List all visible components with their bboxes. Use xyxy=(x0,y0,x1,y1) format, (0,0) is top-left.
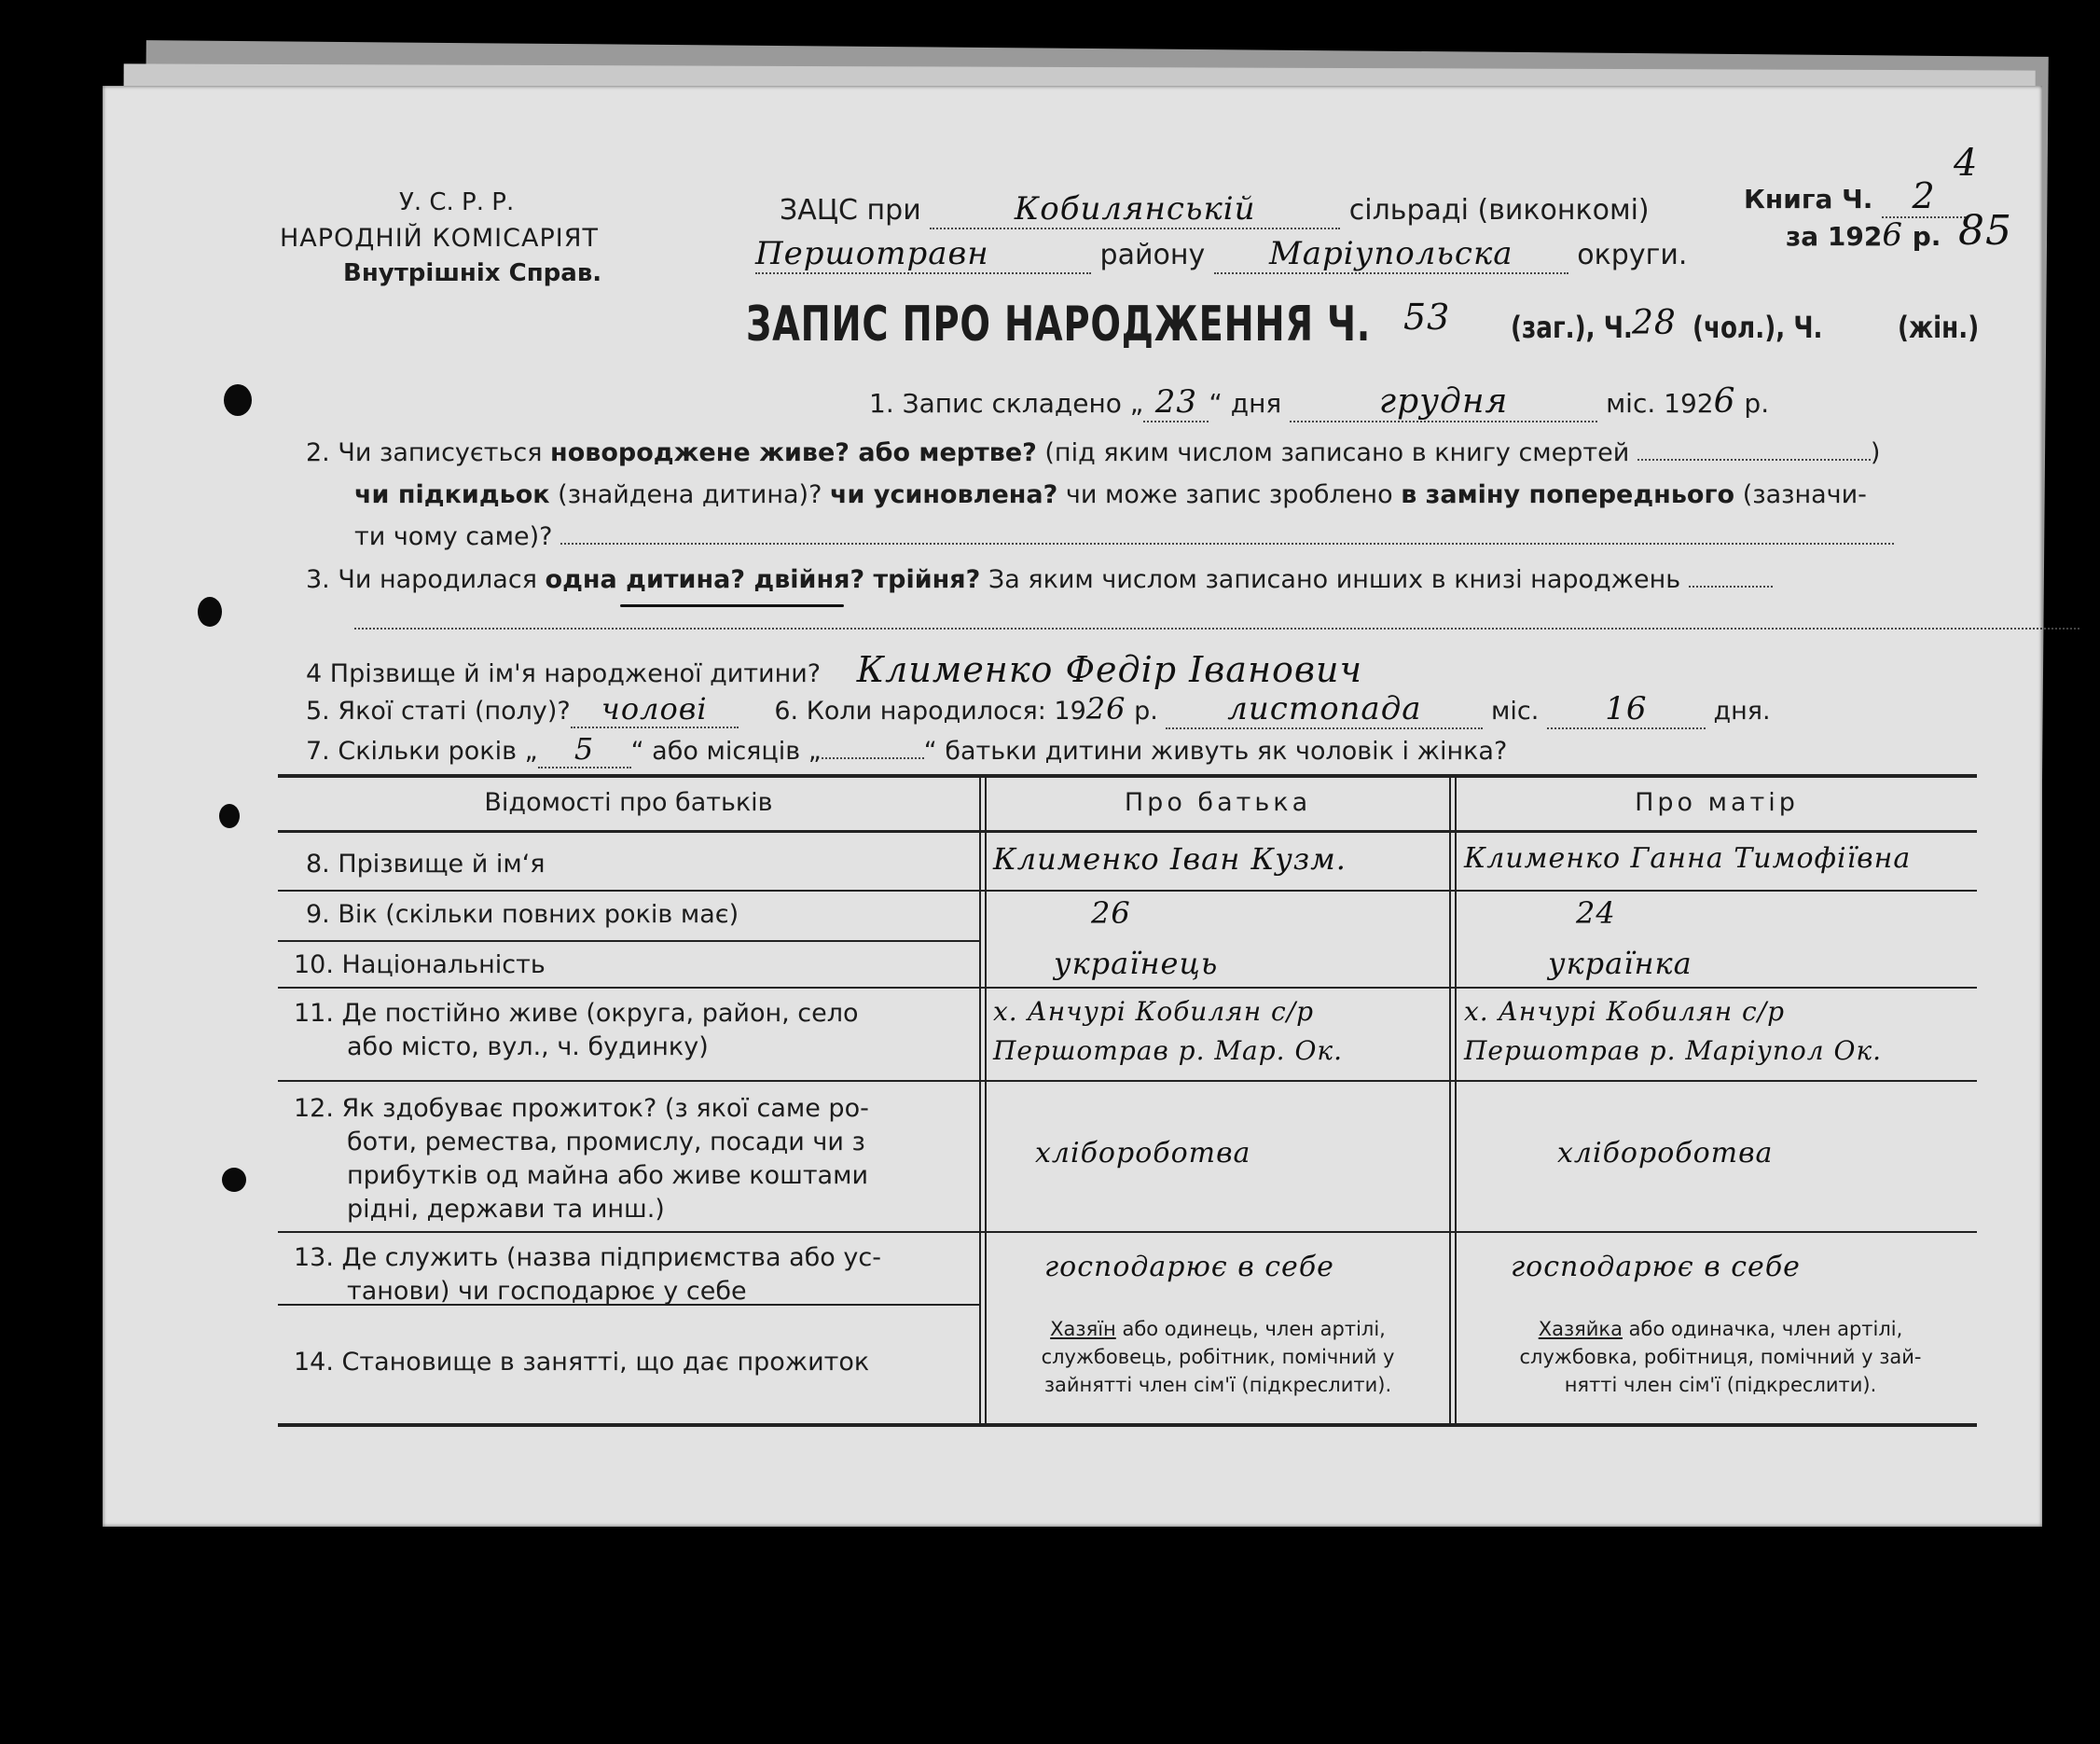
record-title-main: ЗАПИС ПРО НАРОДЖЕННЯ Ч. xyxy=(746,297,1372,353)
record-chol-wrap xyxy=(1692,310,1851,345)
q6-year-hw: 26 xyxy=(1085,691,1126,727)
margin-note-1: 4 xyxy=(1954,142,1979,185)
table-col-divider-1a xyxy=(979,776,981,1424)
header-internal-affairs: Внутрішніх Справ. xyxy=(343,259,602,287)
book-number-hw: 2 xyxy=(1882,175,1966,218)
record-zag: (заг.), Ч. xyxy=(1511,310,1633,345)
row8-father-hw: Клименко Іван Кузм. xyxy=(993,841,1347,877)
record-title xyxy=(746,297,1508,353)
q7-months-blank xyxy=(822,757,924,759)
row11-label-l2: або місто, вул., ч. будинку) xyxy=(347,1032,709,1061)
q2-l1c: або мертве? xyxy=(849,438,1037,467)
row14-mother-l3: нятті член сім'ї (підкреслити). xyxy=(1564,1374,1877,1396)
q5-sex-hw: чолові xyxy=(571,691,739,728)
q1-mis: міс. 192 xyxy=(1606,388,1714,419)
zags-prefix: ЗАЦС при xyxy=(780,194,921,227)
okruha-label: округи. xyxy=(1577,239,1688,271)
q1-r: р. xyxy=(1744,388,1770,419)
row13-father-hw: господарює в себе xyxy=(1044,1251,1334,1283)
table-col-divider-2b xyxy=(1455,776,1457,1424)
zags-selrada-hw: Кобилянській xyxy=(930,190,1340,229)
q2-l3: ти чому саме)? xyxy=(354,522,553,551)
row14-father-l1 xyxy=(988,1315,1447,1343)
binder-hole-4 xyxy=(222,1168,246,1192)
q1-text: 1. Запис складено „ xyxy=(869,388,1144,419)
row-sep-12 xyxy=(278,1231,1977,1233)
q7-line xyxy=(306,731,1507,768)
row14-mother-options xyxy=(1459,1315,1982,1399)
q1-day-hw: 23 xyxy=(1143,383,1209,422)
q4-text: 4 Прізвище й ім'я народженої дитини? xyxy=(306,659,822,688)
row13-label-l1: 13. Де служить (назва підприємства або ус- xyxy=(294,1243,881,1272)
q7-years-hw: 5 xyxy=(538,731,631,768)
q2-line1 xyxy=(306,438,1880,467)
q2-l1e: ) xyxy=(1870,438,1881,467)
row14-mother-l1b: або одиначка, член артілі, xyxy=(1622,1318,1903,1340)
q2-l2b: (знайдена дитина)? xyxy=(549,480,830,509)
row14-label: 14. Становище в занятті, що дає прожиток xyxy=(294,1348,870,1377)
book-year-line xyxy=(1786,216,1941,254)
q1-month-hw: грудня xyxy=(1290,382,1597,422)
row11-label-l1: 11. Де постійно живе (округа, район, село xyxy=(294,999,859,1028)
row12-label-l4: рідні, держави та инш.) xyxy=(347,1195,665,1224)
q4-child-name-hw: Клименко Федір Іванович xyxy=(856,649,1363,690)
row-sep-8 xyxy=(278,890,1977,892)
row-sep-11 xyxy=(278,1080,1977,1082)
q5-line xyxy=(306,690,1771,729)
row12-label-l1: 12. Як здобуває прожиток? (з якої саме ро- xyxy=(294,1094,869,1123)
row14-father-l1b: або одинець, член артілі, xyxy=(1115,1318,1386,1340)
q3-handwritten-underline xyxy=(620,604,844,607)
table-header-border xyxy=(278,830,1977,833)
header-commissariat: НАРОДНІЙ КОМІСАРІЯТ xyxy=(280,224,599,253)
q2-deaths-blank xyxy=(1637,459,1871,461)
zags-line xyxy=(780,190,1650,229)
row10-father-hw: українець xyxy=(1054,946,1219,981)
q6-day-hw: 16 xyxy=(1547,690,1706,729)
row-sep-10 xyxy=(278,987,1977,989)
q6-text: 6. Коли народилося: 19 xyxy=(774,697,1086,726)
q3-line xyxy=(306,565,1773,594)
rayon-line xyxy=(755,235,1687,274)
binder-hole-3 xyxy=(219,804,240,828)
header-parents-info: Відомості про батьків xyxy=(484,788,773,817)
row8-label: 8. Прізвище й ім‘я xyxy=(306,850,546,879)
record-zhin: (жін.) xyxy=(1898,310,1980,345)
book-label: Книга Ч. xyxy=(1744,184,1873,215)
q3-line2 xyxy=(354,616,2079,633)
q2-line2 xyxy=(354,480,1867,509)
rayon-label: району xyxy=(1099,239,1206,271)
q3-blank2 xyxy=(354,628,2079,630)
table-top-border xyxy=(278,774,1977,778)
zags-suffix: сільраді (виконкомі) xyxy=(1348,194,1650,227)
q3-blank xyxy=(1689,586,1773,588)
binder-hole-1 xyxy=(224,384,252,416)
birth-record-form xyxy=(103,86,2042,1527)
record-chol-hw: 28 xyxy=(1632,304,1677,342)
q4-line xyxy=(306,649,1362,690)
table-col-divider-2a xyxy=(1449,776,1451,1424)
book-year-suffix: р. xyxy=(1912,221,1941,252)
q7-a: 7. Скільки років „ xyxy=(306,737,538,766)
q6-r: р. xyxy=(1134,697,1158,726)
row14-father-options xyxy=(988,1315,1447,1399)
q7-c: “ батьки дитини живуть як чоловік і жінка? xyxy=(923,737,1508,766)
q5-text: 5. Якої статі (полу)? xyxy=(306,697,571,726)
book-year-label: за 192 xyxy=(1786,221,1883,252)
header-about-father: Про батька xyxy=(1124,788,1312,817)
record-chol: (чол.), Ч. xyxy=(1692,310,1823,345)
book-year-digit-hw: 6 xyxy=(1882,216,1903,254)
row11-father-hw-l2: Першотрав р. Мар. Ок. xyxy=(993,1035,1344,1066)
header-about-mother: Про матір xyxy=(1635,788,1799,817)
table-col-divider-1b xyxy=(985,776,987,1424)
row13-mother-hw: господарює в себе xyxy=(1511,1251,1801,1283)
row14-father-underlined: Хазяїн xyxy=(1050,1318,1116,1340)
row14-mother-underlined: Хазяйка xyxy=(1538,1318,1623,1340)
margin-note-2: 85 xyxy=(1958,207,2012,255)
row9-label: 9. Вік (скільки повних років має) xyxy=(306,900,739,929)
record-number-hw: 53 xyxy=(1403,297,1451,338)
q2-l2e: в заміну попереднього xyxy=(1401,480,1735,509)
row14-father-l3: зайнятті член сім'ї (підкреслити). xyxy=(1043,1374,1392,1396)
row13-label-l2: танови) чи господарює у себе xyxy=(347,1277,747,1306)
q6-dnia: дня. xyxy=(1713,697,1771,726)
row9-mother-hw: 24 xyxy=(1576,895,1616,931)
table-bottom-border xyxy=(278,1423,1977,1427)
q3-c: За яким числом записано инших в книзі народжень xyxy=(980,565,1681,594)
row14-father-l2: службовець, робітник, помічний у xyxy=(1041,1346,1395,1368)
row9-father-hw: 26 xyxy=(1091,895,1131,931)
q2-l2c: чи усиновлена? xyxy=(830,480,1058,509)
row8-mother-hw: Клименко Ганна Тимофіївна xyxy=(1464,842,1912,875)
q2-l2d: чи може запис зроблено xyxy=(1057,480,1402,509)
row11-mother-hw-l1: х. Анчурі Кобилян с/р xyxy=(1464,996,1786,1027)
q3-a: 3. Чи народилася xyxy=(306,565,546,594)
row10-mother-hw: українка xyxy=(1548,946,1692,981)
q1-line xyxy=(869,382,1769,422)
row11-mother-hw-l2: Першотрав р. Маріупол Ок. xyxy=(1464,1035,1883,1066)
q2-reason-blank xyxy=(560,543,1894,545)
row12-father-hw: хлібороботва xyxy=(1035,1137,1251,1170)
book-line xyxy=(1744,175,1966,218)
q1-mid: “ дня xyxy=(1209,388,1282,419)
binder-hole-2 xyxy=(198,597,222,627)
okruha-hw: Маріупольска xyxy=(1214,235,1568,274)
row12-mother-hw: хлібороботва xyxy=(1557,1137,1774,1170)
q7-b: “ або місяців „ xyxy=(630,737,822,766)
row12-label-l3: прибутків од майна або живе коштами xyxy=(347,1161,869,1190)
row-sep-9 xyxy=(278,940,979,942)
q2-l1b: новороджене живе? xyxy=(550,438,850,467)
row11-father-hw-l1: х. Анчурі Кобилян с/р xyxy=(993,996,1315,1027)
row12-label-l2: боти, ремества, промислу, посади чи з xyxy=(347,1128,865,1156)
q6-mis: міс. xyxy=(1490,697,1540,726)
q6-month-hw: листопада xyxy=(1166,690,1483,729)
q2-l2a: чи підкидьок xyxy=(354,480,550,509)
q2-l1d: (під яким числом записано в книгу смертей xyxy=(1036,438,1630,467)
q2-l1a: 2. Чи записується xyxy=(306,438,551,467)
row14-mother-l1 xyxy=(1459,1315,1982,1343)
q2-l2f: (зазначи- xyxy=(1734,480,1867,509)
q2-line3 xyxy=(354,522,1894,551)
header-ussr: У. С. Р. Р. xyxy=(399,188,515,216)
row14-mother-l2: службовка, робітниця, помічний у зай- xyxy=(1519,1346,1922,1368)
q3-b: одна дитина? двійня? трійня? xyxy=(545,565,981,594)
record-zhin-wrap xyxy=(1898,310,1996,345)
q1-year-digit-hw: 6 xyxy=(1713,382,1736,421)
rayon-hw: Першотравн xyxy=(755,235,1091,274)
row10-label: 10. Національність xyxy=(294,950,546,979)
